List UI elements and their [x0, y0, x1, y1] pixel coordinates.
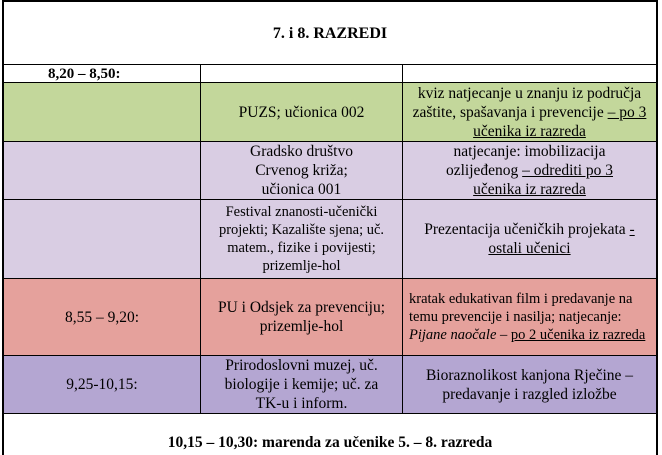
table-row-5-activity [402, 356, 656, 414]
table-row-3-activity [402, 200, 656, 279]
table-row-4-place [200, 279, 402, 356]
table-row-2-place [200, 142, 402, 200]
table-row-3-place [200, 200, 402, 279]
activity-underlined: – po 3 učenika iz razreda [473, 103, 647, 140]
header-place-empty [200, 65, 402, 83]
table-row-1-activity [402, 83, 656, 142]
header-activity-empty [402, 65, 656, 83]
place-text: Gradsko društvo Crvenog križa; učionica 001 [250, 143, 353, 198]
place-text: Prirodoslovni muzej, uč. biologije i kemije; uč. za TK-u i inform. [224, 357, 379, 412]
place-text: Festival znanosti-učenički projekti; Kazalište sjena; uč. matem., fizike i povijesti; prizemlje-hol [218, 204, 385, 274]
place-text: PU i Odsjek za prevenciju; prizemlje-hol [217, 299, 385, 335]
table-row-1-time [4, 83, 200, 142]
table-row-5-time: 9,25-10,15: [4, 356, 200, 414]
table-row-3-time [4, 200, 200, 279]
activity-underlined: po 2 učenika iz razreda [510, 327, 646, 343]
activity-dash: – [496, 327, 511, 343]
table-row-2-time [4, 142, 200, 200]
table-row-4-activity [402, 279, 656, 356]
table-title: 7. i 8. RAZREDI [4, 2, 656, 65]
activity-text: Bioraznolikost kanjona Rječine – predavanje i razgled izložbe [425, 366, 634, 403]
activity-text: natjecanje: imobilizacija ozlijeđenog [445, 143, 606, 179]
footer-break: 10,15 – 10,30: marenda za učenike 5. – 8. razreda [167, 434, 493, 451]
schedule-table [2, 0, 658, 455]
table-row-5-place [200, 356, 402, 414]
activity-underlined: -ostali učenici [488, 221, 635, 257]
table-row-4-time: 8,55 – 9,20: [4, 279, 200, 356]
activity-text: kratak edukativan film i predavanje na temu prevencije i nasilja; natjecanje: [409, 291, 633, 325]
header-time: 8,20 – 8,50: [4, 65, 200, 83]
table-row-2-activity [402, 142, 656, 200]
activity-text: kviz natjecanje u znanju iz područja zaštite, spašavanja i prevencije [412, 84, 642, 121]
table-row-1-place: PUZS; učionica 002 [200, 83, 402, 142]
activity-text: Prezentacija učeničkih projekata [424, 221, 630, 238]
activity-underlined: – odrediti po 3 učenika iz razreda [473, 162, 614, 198]
activity-italic: Pijane naočale [409, 327, 497, 343]
